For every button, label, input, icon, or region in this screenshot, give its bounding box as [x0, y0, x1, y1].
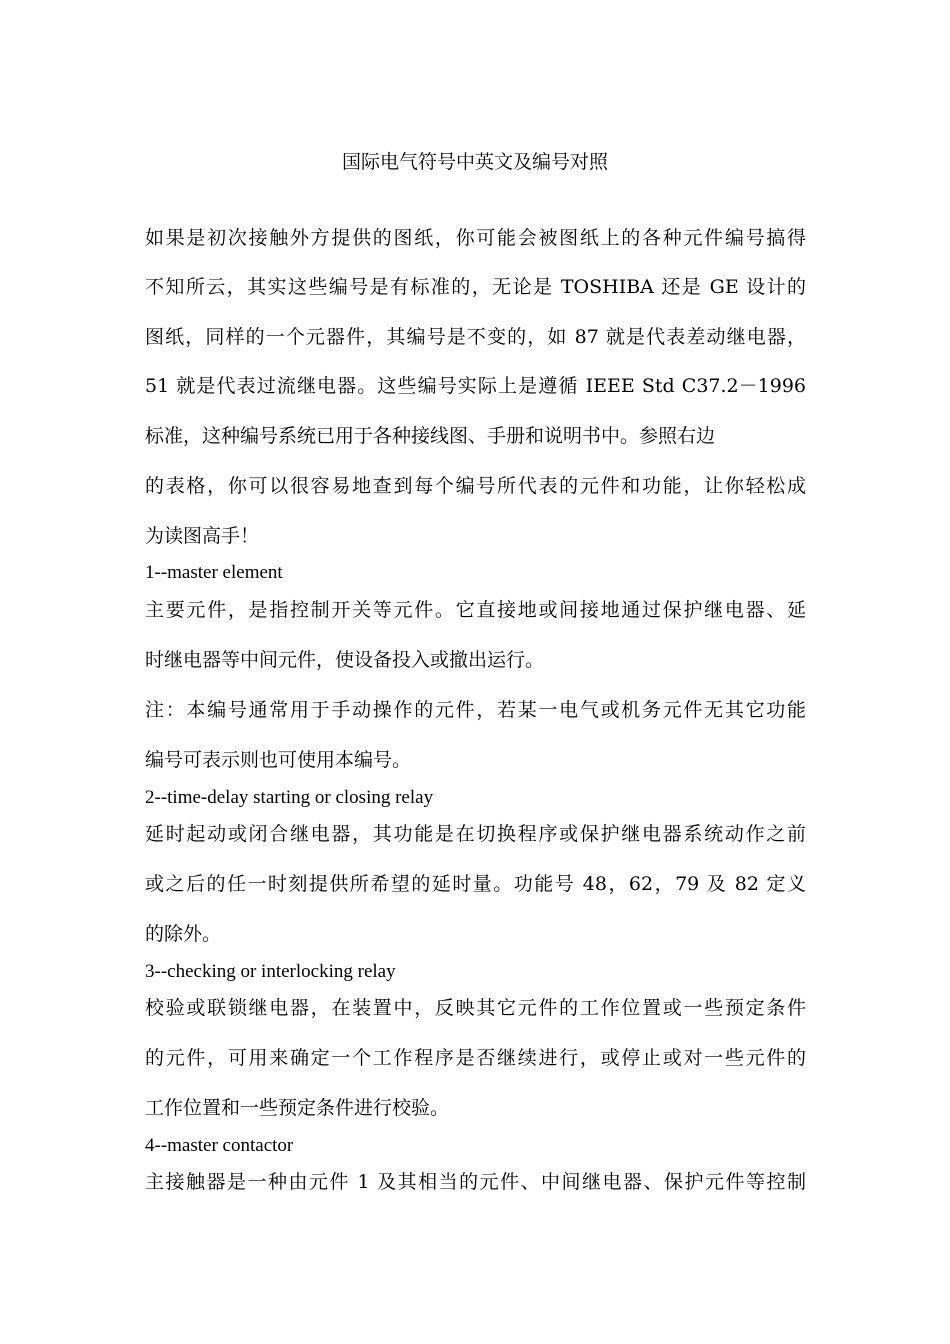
section-heading-4: 4--master contactor — [145, 1135, 294, 1156]
section-line: 主接触器是一种由元件 1 及其相当的元件、中间继电器、保护元件等控制 — [145, 1171, 806, 1193]
section-line: 的除外。 — [145, 923, 222, 945]
section-heading-2: 2--time-delay starting or closing relay — [145, 787, 434, 808]
intro-line: 图纸，同样的一个元器件，其编号是不变的，如 87 就是代表差动继电器， — [145, 326, 806, 348]
intro-line: 为读图高手！ — [145, 525, 260, 547]
intro-line: 如果是初次接触外方提供的图纸，你可能会被图纸上的各种元件编号搞得 — [145, 227, 806, 249]
section-heading-3: 3--checking or interlocking relay — [145, 961, 396, 982]
section-line: 的元件，可用来确定一个工作程序是否继续进行，或停止或对一些元件的 — [145, 1047, 806, 1069]
section-note-line: 编号可表示则也可使用本编号。 — [145, 749, 412, 771]
section-line: 主要元件，是指控制开关等元件。它直接地或间接地通过保护继电器、延 — [145, 599, 806, 621]
section-line: 延时起动或闭合继电器，其功能是在切换程序或保护继电器系统动作之前 — [145, 823, 806, 845]
section-line: 或之后的任一时刻提供所希望的延时量。功能号 48，62，79 及 82 定义 — [145, 873, 806, 895]
section-line: 时继电器等中间元件，使设备投入或撤出运行。 — [145, 649, 545, 671]
section-note-line: 注：本编号通常用于手动操作的元件，若某一电气或机务元件无其它功能 — [145, 699, 806, 721]
intro-line: 51 就是代表过流继电器。这些编号实际上是遵循 IEEE Std C37.2－1996 — [145, 375, 806, 397]
intro-line: 标准，这种编号系统已用于各种接线图、手册和说明书中。参照右边 — [145, 425, 716, 447]
section-heading-1: 1--master element — [145, 562, 283, 583]
section-line: 工作位置和一些预定条件进行校验。 — [145, 1097, 450, 1119]
intro-line: 不知所云，其实这些编号是有标准的，无论是 TOSHIBA 还是 GE 设计的 — [145, 276, 806, 298]
intro-line: 的表格，你可以很容易地查到每个编号所代表的元件和功能，让你轻松成 — [145, 475, 806, 497]
section-line: 校验或联锁继电器，在装置中，反映其它元件的工作位置或一些预定条件 — [145, 997, 806, 1019]
document-title: 国际电气符号中英文及编号对照 — [341, 151, 608, 173]
